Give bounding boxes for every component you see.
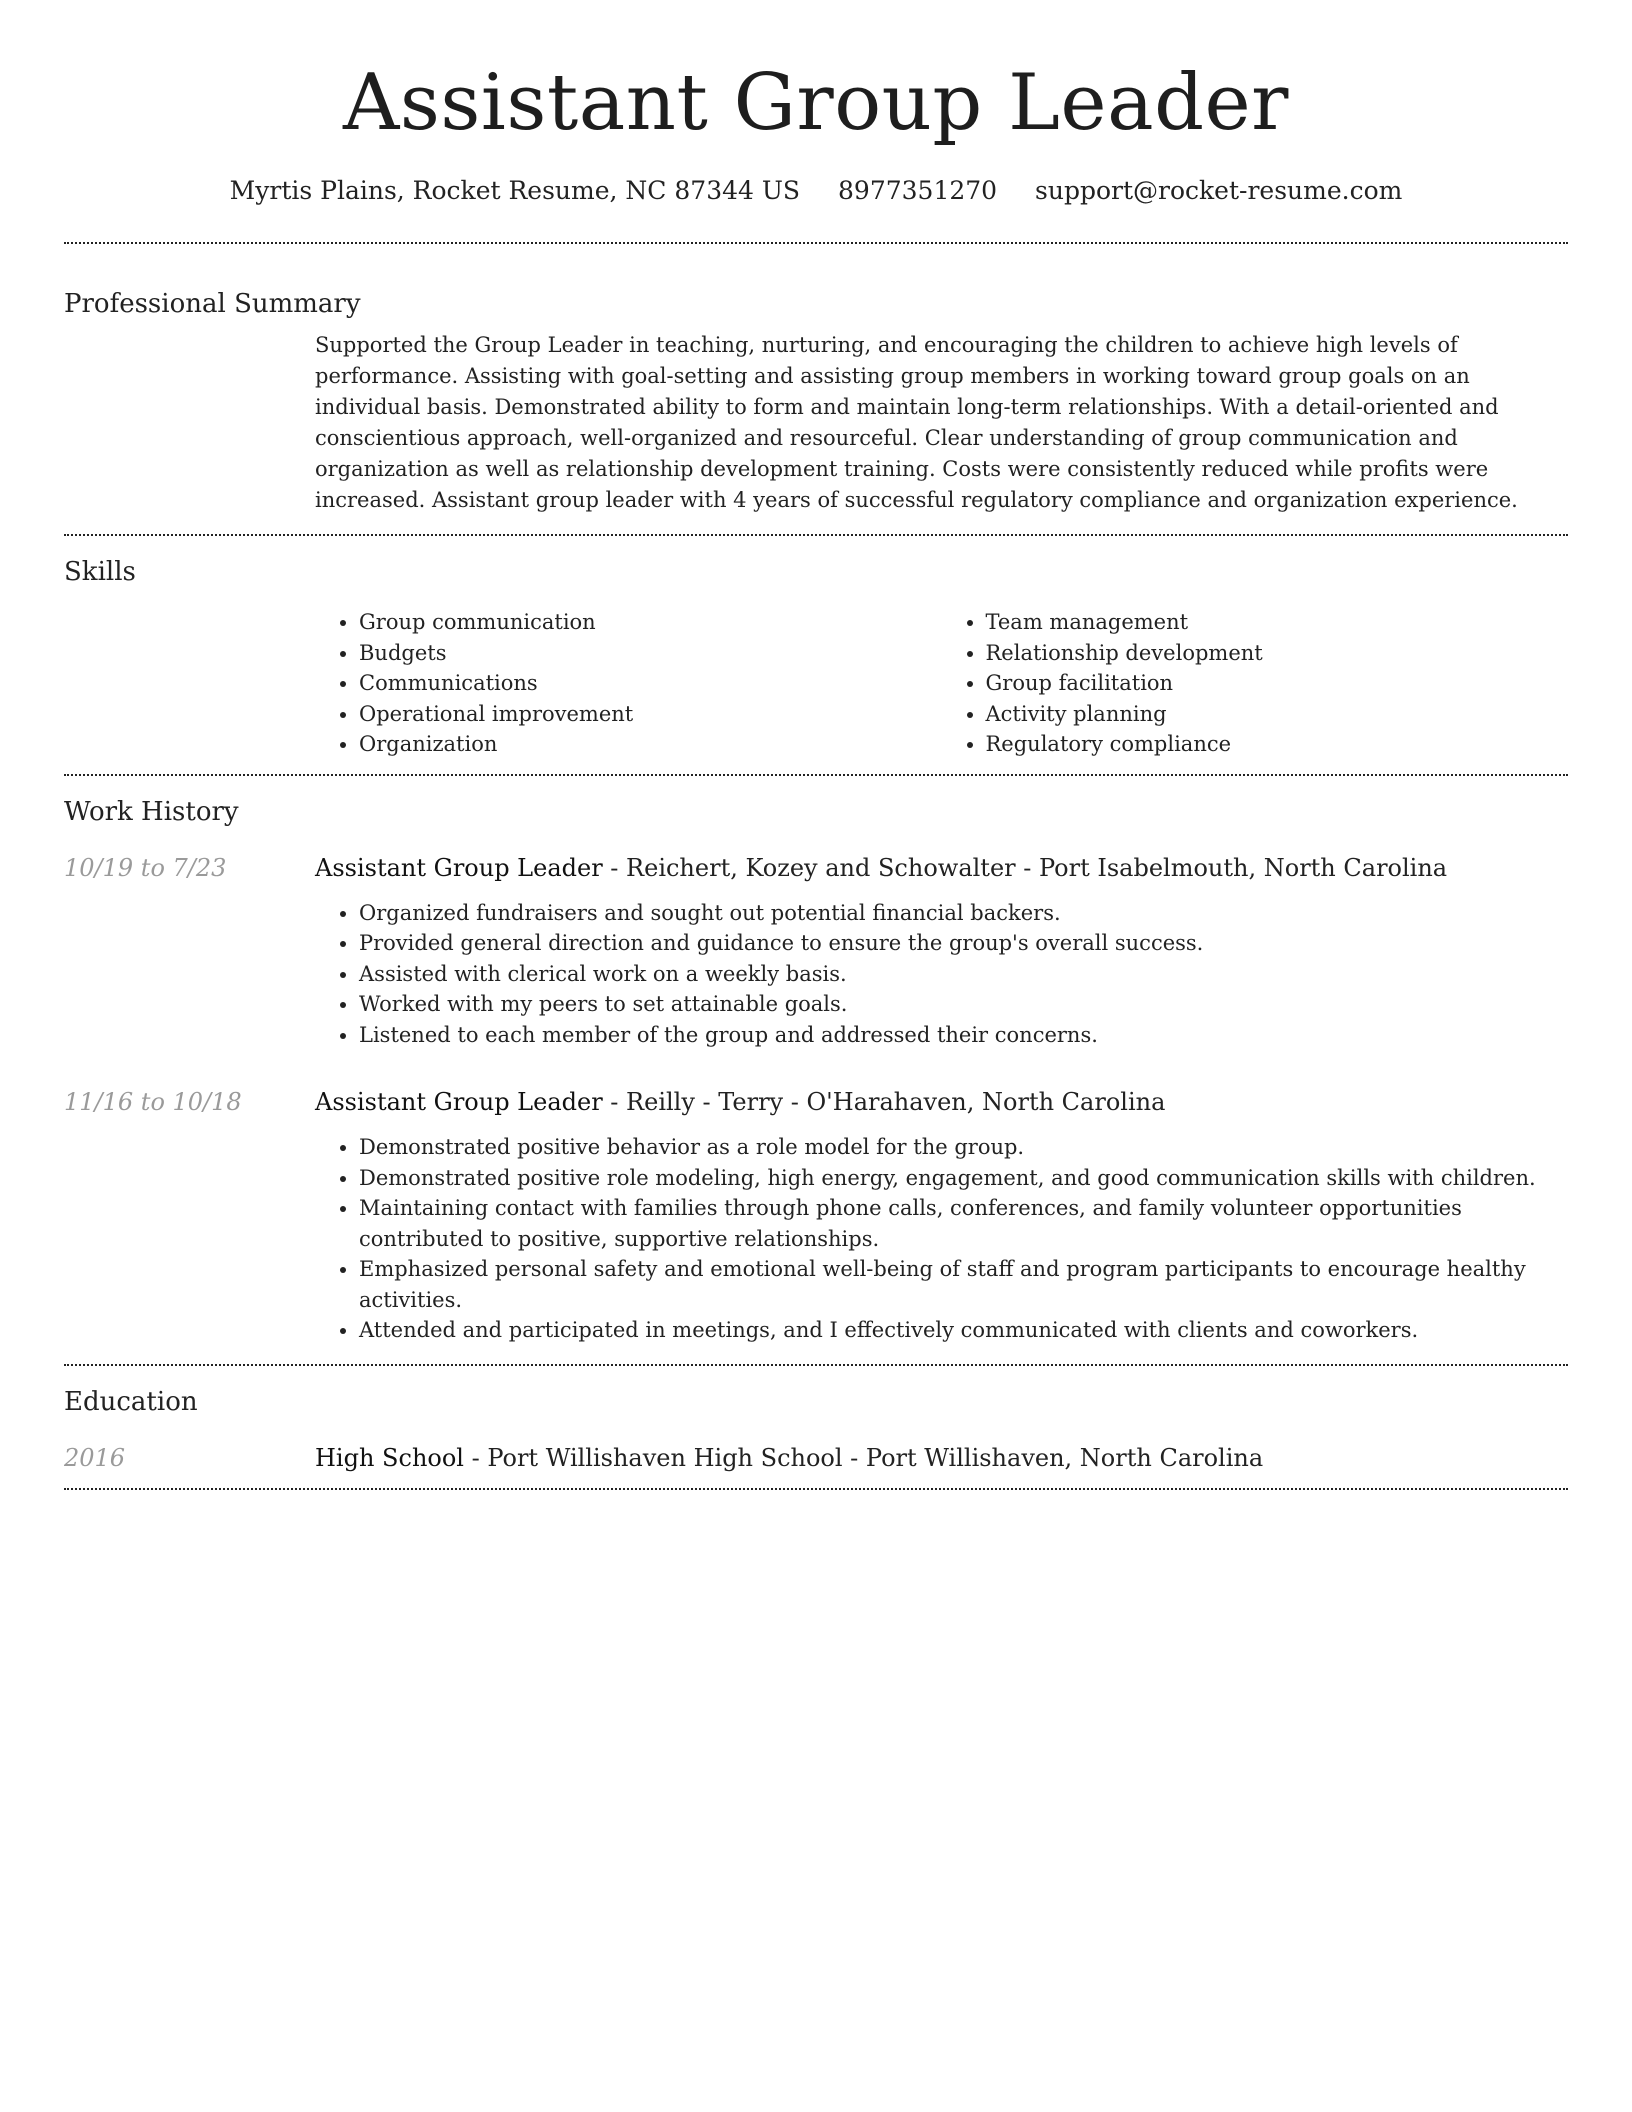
job-bullet: • Demonstrated positive behavior as a role model for the group. xyxy=(359,1132,1568,1163)
education-date: 2016 xyxy=(64,1443,126,1472)
job-bullet: • Assisted with clerical work on a weekly basis. xyxy=(359,959,1568,990)
skill-item: • Team management xyxy=(986,607,1569,638)
skill-item: • Group facilitation xyxy=(986,668,1569,699)
skill-item: • Communications xyxy=(359,668,942,699)
skill-item: • Regulatory compliance xyxy=(986,729,1569,760)
resume-header xyxy=(64,0,1568,208)
skills-list-left xyxy=(315,607,942,760)
job-bullet: • Emphasized personal safety and emotional well-being of staff and program participants to encourage healthy activities. xyxy=(359,1254,1568,1315)
summary-text: Supported the Group Leader in teaching, nurturing, and encouraging the children to achieve high levels of performance. Assisting with goal-setting and assisting group members in working toward group goals on an individual basis. Demonstrated ability to form and maintain long-term relationships. With a detail-oriented and conscientious approach, well-organized and resourceful. Clear understanding of group communication and organization as well as relationship development training. Costs were consistently reduced while profits were increased. Assistant group leader with 4 years of successful regulatory compliance and organization experience. xyxy=(315,333,1518,512)
education-school-location: - Port Willishaven High School - Port Willishaven, North Carolina xyxy=(463,1443,1264,1472)
skill-item: • Relationship development xyxy=(986,638,1569,669)
job-role: Assistant Group Leader xyxy=(315,853,603,882)
contact-address: Myrtis Plains, Rocket Resume, NC 87344 US xyxy=(229,176,801,205)
job-bullet: • Organized fundraisers and sought out potential financial backers. xyxy=(359,898,1568,929)
summary-right-col xyxy=(315,322,1568,516)
job-entry xyxy=(64,1050,1568,1346)
job-header-row xyxy=(64,1084,1568,1120)
job-role: Assistant Group Leader xyxy=(315,1088,603,1116)
summary-row xyxy=(64,322,1568,516)
skill-item: • Budgets xyxy=(359,638,942,669)
job-title xyxy=(315,1084,1568,1120)
contact-line xyxy=(64,174,1568,208)
skills-grid xyxy=(315,590,1568,760)
contact-phone: 8977351270 xyxy=(838,176,998,205)
job-bullets-left-col xyxy=(64,886,315,1051)
summary-left-col xyxy=(64,322,315,516)
summary-section xyxy=(64,244,1568,534)
job-bullets-row xyxy=(64,886,1568,1051)
skills-list-right xyxy=(942,607,1569,760)
education-row xyxy=(64,1420,1568,1476)
skill-item: • Activity planning xyxy=(986,699,1569,730)
skills-left-col xyxy=(64,590,315,760)
job-bullet: • Listened to each member of the group and addressed their concerns. xyxy=(359,1020,1568,1051)
education-heading: Education xyxy=(64,1386,198,1417)
skill-item: • Group communication xyxy=(359,607,942,638)
summary-heading: Professional Summary xyxy=(64,289,361,319)
skill-item: • Operational improvement xyxy=(359,699,942,730)
skills-row xyxy=(64,590,1568,760)
work-history-heading: Work History xyxy=(64,796,239,827)
education-title xyxy=(315,1440,1568,1476)
job-bullets-col xyxy=(315,1120,1568,1346)
education-degree: High School xyxy=(315,1443,464,1472)
job-bullets-row xyxy=(64,1120,1568,1346)
job-bullet: • Provided general direction and guidance to ensure the group's overall success. xyxy=(359,928,1568,959)
job-bullets xyxy=(315,886,1568,1051)
contact-email: support@rocket-resume.com xyxy=(1035,176,1403,205)
job-employer-location: - Reilly - Terry - O'Harahaven, North Carolina xyxy=(602,1088,1166,1116)
candidate-name: Assistant Group Leader xyxy=(343,58,1289,148)
job-title xyxy=(315,850,1568,886)
education-divider xyxy=(64,1488,1568,1490)
education-section xyxy=(64,1366,1568,1488)
skills-heading: Skills xyxy=(64,557,136,587)
work-history-section xyxy=(64,776,1568,1364)
job-bullets-left-col xyxy=(64,1120,315,1346)
job-employer-location: - Reichert, Kozey and Schowalter - Port Isabelmouth, North Carolina xyxy=(602,853,1448,882)
job-bullet: • Demonstrated positive role modeling, high energy, engagement, and good communication skills with children. xyxy=(359,1163,1568,1194)
job-bullet: • Worked with my peers to set attainable goals. xyxy=(359,989,1568,1020)
job-dates: 10/19 to 7/23 xyxy=(64,853,227,882)
job-bullets-col xyxy=(315,886,1568,1051)
job-entry xyxy=(64,830,1568,1051)
skills-section xyxy=(64,536,1568,774)
job-bullets xyxy=(315,1120,1568,1346)
job-bullet: • Maintaining contact with families through phone calls, conferences, and family volunteer opportunities contributed to positive, supportive relationships. xyxy=(359,1193,1568,1254)
job-bullet: • Attended and participated in meetings, and I effectively communicated with clients and coworkers. xyxy=(359,1315,1568,1346)
job-dates: 11/16 to 10/18 xyxy=(64,1088,242,1116)
job-header-row xyxy=(64,850,1568,886)
skill-item: • Organization xyxy=(359,729,942,760)
